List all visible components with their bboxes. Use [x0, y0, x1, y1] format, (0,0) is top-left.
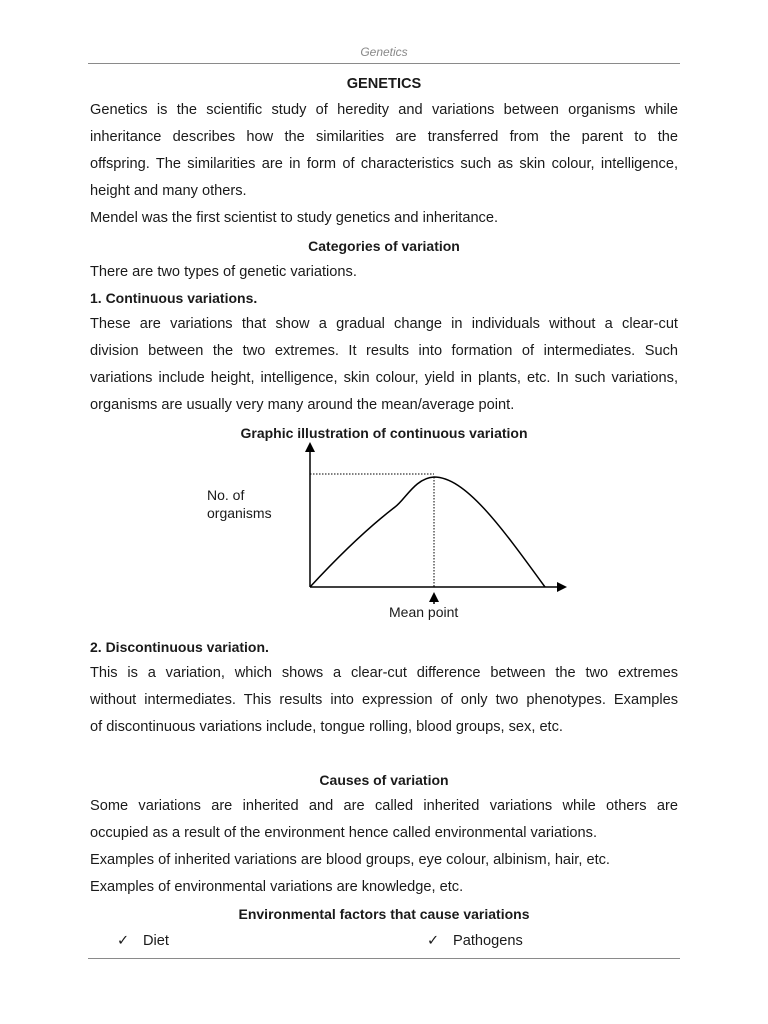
paragraph-line: variations include height, intelligence, skin colour, yield in plants, etc. In such variations, — [90, 370, 678, 386]
subheading: 2. Discontinuous variation. — [90, 639, 269, 655]
list-item — [427, 931, 523, 951]
paragraph-line: Genetics is the scientific study of heredity and variations between organisms while — [90, 102, 678, 118]
section-heading: Categories of variation — [308, 238, 460, 254]
y-axis-label-line1: No. of — [207, 487, 245, 503]
paragraph-line: occupied as a result of the environment hence called environmental variations. — [90, 825, 598, 841]
paragraph-line: division between the two extremes. It results into formation of intermediates. Such — [90, 343, 678, 359]
paragraph-line: This is a variation, which shows a clear-cut difference between the two extremes — [90, 665, 678, 681]
paragraph-line: organisms are usually very many around the mean/average point. — [90, 397, 515, 413]
paragraph-line: without intermediates. This results into expression of only two phenotypes. Examples — [90, 692, 678, 708]
paragraph-line: offspring. The similarities are in form of characteristics such as skin colour, intelligence, — [90, 156, 678, 172]
paragraph-line: height and many others. — [90, 183, 247, 199]
distribution-curve — [310, 477, 545, 587]
mean-point-label: Mean point — [389, 604, 459, 620]
footer-rule — [88, 958, 680, 959]
paragraph-line: There are two types of genetic variations. — [90, 264, 357, 280]
section-heading: Causes of variation — [319, 772, 449, 788]
section-heading: Environmental factors that cause variations — [238, 906, 530, 922]
page-title: GENETICS — [346, 76, 422, 92]
paragraph-line: Mendel was the first scientist to study genetics and inheritance. — [90, 210, 499, 226]
paragraph-line: of discontinuous variations include, tongue rolling, blood groups, sex, etc. — [90, 719, 563, 735]
list-item — [117, 931, 169, 951]
list-item-label: Diet — [143, 933, 169, 949]
checkmark-icon: ✓ — [427, 933, 440, 949]
checkmark-icon: ✓ — [117, 933, 130, 949]
paragraph-line: Examples of inherited variations are blood groups, eye colour, albinism, hair, etc. — [90, 852, 610, 868]
paragraph-line: These are variations that show a gradual change in individuals without a clear-cut — [90, 316, 678, 332]
running-header: Genetics — [360, 45, 408, 59]
paragraph-line: Examples of environmental variations are knowledge, etc. — [90, 879, 464, 895]
graph-title: Graphic illustration of continuous variation — [240, 425, 528, 441]
subheading: 1. Continuous variations. — [90, 290, 258, 306]
paragraph-line: Some variations are inherited and are called inherited variations while others are — [90, 798, 678, 814]
paragraph-line: inheritance describes how the similarities are transferred from the parent to the — [90, 129, 678, 145]
list-item-label: Pathogens — [453, 933, 523, 949]
y-axis-label-line2: organisms — [207, 505, 272, 521]
